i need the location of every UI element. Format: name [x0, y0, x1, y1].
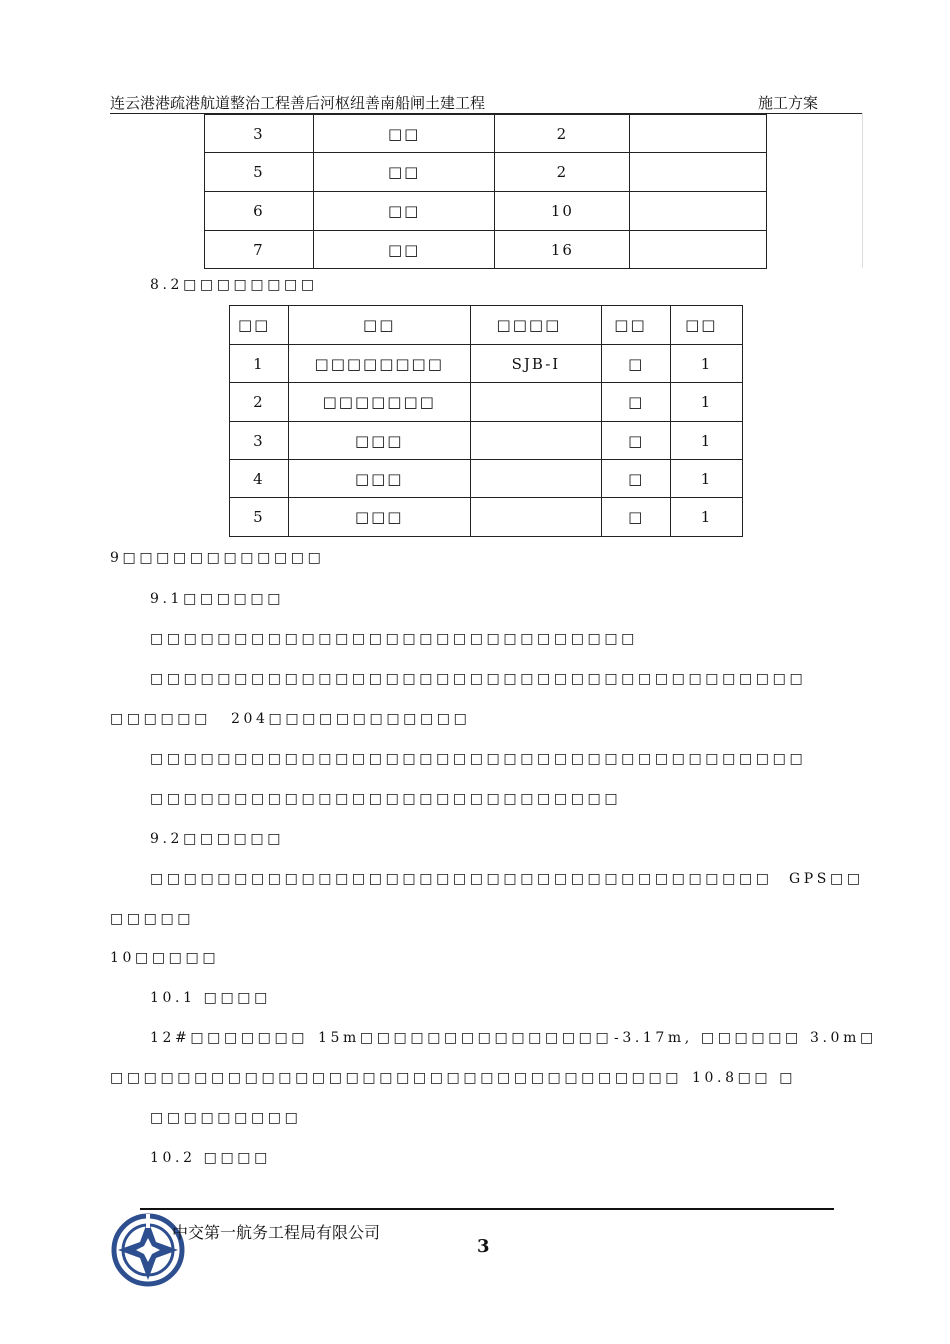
table-cell: □□□ — [288, 498, 470, 537]
table-row — [205, 153, 767, 192]
table-cell — [470, 422, 602, 460]
table-cell: 2 — [230, 383, 289, 422]
page-header-doc-type: 施工方案 — [758, 94, 819, 112]
paragraph-line: □□□□□□ — [110, 711, 211, 727]
table-row — [205, 231, 767, 269]
table-header-cell: □□ — [288, 306, 470, 345]
table-1 — [204, 114, 767, 269]
paragraph-line: □□□□□□□□□ — [150, 1110, 302, 1126]
table-cell: 3 — [230, 422, 289, 460]
paragraph-line: 10.8□□ □ — [692, 1070, 797, 1086]
table-row — [230, 460, 743, 498]
paragraph-line: □□□□□ — [110, 911, 195, 927]
table-cell: 16 — [495, 231, 630, 269]
table-header-cell: □□ — [671, 306, 743, 345]
table-cell: 1 — [671, 345, 743, 383]
table-cell: □□ — [313, 153, 495, 192]
table-cell: 1 — [230, 345, 289, 383]
table-cell: □ — [602, 422, 671, 460]
table-row — [230, 383, 743, 422]
table-cell — [630, 231, 767, 269]
table-cell — [630, 192, 767, 231]
paragraph-line: □□□□□□□□□□□□□□□□□□□□□□□□□□□□□□□□□□ — [110, 1070, 683, 1086]
table-cell — [470, 498, 602, 537]
paragraph-line: 3.0m□ — [810, 1030, 877, 1046]
table-cell: □□□□□□□ — [288, 383, 470, 422]
table-header-cell: □□ — [602, 306, 671, 345]
table-cell — [470, 383, 602, 422]
table-row — [205, 192, 767, 231]
page-number: 3 — [477, 1236, 490, 1257]
section-heading-8-2: 8.2□□□□□□□□ — [150, 277, 318, 293]
table-cell — [470, 460, 602, 498]
table-cell: □ — [602, 460, 671, 498]
table-cell: □□ — [313, 192, 495, 231]
section-heading-9-2: 9.2□□□□□□ — [150, 831, 285, 847]
section-heading-10-1: 10.1 □□□□ — [150, 990, 271, 1006]
table-cell: 4 — [230, 460, 289, 498]
paragraph-line: □□□□□□□□□□□□□□□□□□□□□□□□□□□□□□□□□□□□□ — [150, 871, 773, 887]
paragraph-line: 12#□□□□□□□ — [150, 1030, 309, 1046]
table-cell: 1 — [671, 383, 743, 422]
footer-company-name: 中交第一航务工程局有限公司 — [172, 1223, 381, 1242]
table-cell — [630, 153, 767, 192]
paragraph-line: □□□□□□□□□□□□□□□□□□□□□□□□□□□□□□□□□□□□□□□ — [150, 671, 807, 687]
table-cell: □ — [602, 383, 671, 422]
table-cell: □□□ — [288, 422, 470, 460]
table-cell: 1 — [671, 460, 743, 498]
table-cell: 2 — [495, 115, 630, 153]
section-heading-9: 9□□□□□□□□□□□□ — [110, 550, 325, 566]
table-cell: □ — [602, 345, 671, 383]
table-cell: 6 — [205, 192, 314, 231]
section-heading-9-1: 9.1□□□□□□ — [150, 591, 285, 607]
table-cell: 5 — [205, 153, 314, 192]
table-header-cell: □□□□ — [470, 306, 602, 345]
table-cell: 7 — [205, 231, 314, 269]
paragraph-line: □□□□□□□□□□□□□□□□□□□□□□□□□□□□ — [150, 791, 622, 807]
footer-rule — [140, 1208, 834, 1210]
table-cell: □ — [602, 498, 671, 537]
table-cell: □□ — [313, 231, 495, 269]
table-header-row — [230, 306, 743, 345]
table-cell: □□□ — [288, 460, 470, 498]
table-cell: 5 — [230, 498, 289, 537]
paragraph-line: □□□□□□□□□□□□□□□□□□□□□□□□□□□□□□□□□□□□□□□ — [150, 751, 807, 767]
table-cell: SJB-I — [470, 345, 602, 383]
table-cell: 2 — [495, 153, 630, 192]
table-cell: 1 — [671, 498, 743, 537]
table-cell — [630, 115, 767, 153]
table-header-cell: □□ — [230, 306, 289, 345]
table-cell: 1 — [671, 422, 743, 460]
table-2 — [229, 305, 743, 537]
paragraph-line: □□□□□□□□□□□□□□□□□□□□□□□□□□□□□ — [150, 631, 638, 647]
page-header-title: 连云港港疏港航道整治工程善后河枢纽善南船闸土建工程 — [110, 94, 486, 112]
table-row — [230, 498, 743, 537]
table-cell: □□□□□□□□ — [288, 345, 470, 383]
section-heading-10-2: 10.2 □□□□ — [150, 1150, 271, 1166]
table-row — [230, 422, 743, 460]
table-cell: 3 — [205, 115, 314, 153]
table-row — [205, 115, 767, 153]
table-cell: □□ — [313, 115, 495, 153]
paragraph-line: 15m□□□□□□□□□□□□□□□ — [318, 1030, 613, 1046]
paragraph-line: 204□□□□□□□□□□□□ — [231, 711, 471, 727]
paragraph-line: GPS□□ — [789, 871, 864, 887]
table-cell: 10 — [495, 192, 630, 231]
section-heading-10: 10□□□□□ — [110, 950, 220, 966]
paragraph-line: -3.17m, □□□□□□ — [614, 1030, 802, 1046]
table-row — [230, 345, 743, 383]
margin-rule — [862, 113, 863, 268]
